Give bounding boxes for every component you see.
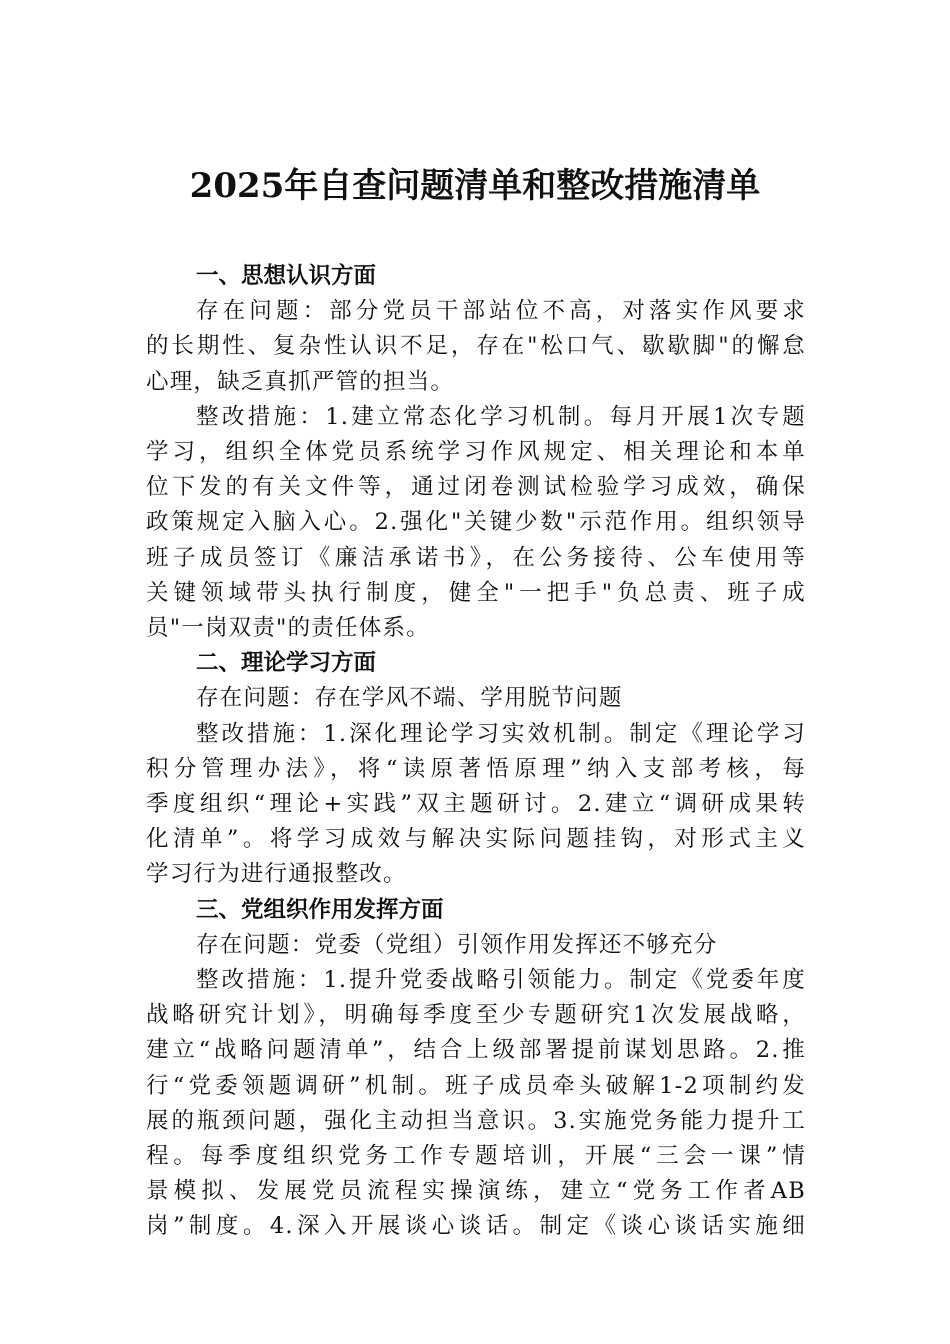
- paragraph-line: 整改措施：1.提升党委战略引领能力。制定《党委年度: [196, 967, 806, 994]
- paragraph-line: 化清单”。将学习成效与解决实际问题挂钩，对形式主义: [146, 826, 806, 853]
- section-3: [146, 893, 806, 1245]
- paragraph-line: 存在问题：部分党员干部站位不高，对落实作风要求: [196, 298, 806, 325]
- paragraph-line: 积分管理办法》，将“读原著悟原理”纳入支部考核，每: [146, 755, 806, 782]
- paragraph-line: 岗”制度。4.深入开展谈心谈话。制定《谈心谈话实施细: [146, 1213, 806, 1240]
- measure-paragraph: [146, 717, 806, 893]
- problem-paragraph: [146, 928, 806, 963]
- paragraph-line: 心理，缺乏真抓严管的担当。: [146, 368, 455, 395]
- paragraph-line: 位下发的有关文件等，通过闭卷测试检验学习成效，确保: [146, 474, 806, 501]
- problem-paragraph: [146, 294, 806, 400]
- paragraph-line: 展的瓶颈问题，强化主动担当意识。3.实施党务能力提升工: [146, 1107, 806, 1134]
- paragraph-line: 学习行为进行通报整改。: [146, 861, 407, 888]
- section-heading: 一、思想认识方面: [196, 263, 377, 289]
- measure-paragraph: [146, 400, 806, 646]
- document-title: 2025年自查问题清单和整改措施清单: [189, 166, 761, 206]
- paragraph-line: 班子成员签订《廉洁承诺书》，在公务接待、公车使用等: [146, 544, 806, 571]
- paragraph-line: 程。每季度组织党务工作专题培训，开展“三会一课”情: [146, 1143, 806, 1170]
- section-2: [146, 646, 806, 892]
- paragraph-line: 存在问题：存在学风不端、学用脱节问题: [196, 685, 623, 712]
- paragraph-line: 学习，组织全体党员系统学习作风规定、相关理论和本单: [146, 439, 806, 466]
- paragraph-line: 整改措施：1.深化理论学习实效机制。制定《理论学习: [196, 720, 806, 747]
- problem-paragraph: [146, 681, 806, 716]
- section-heading: 二、理论学习方面: [196, 650, 377, 677]
- document-body: [146, 259, 806, 1245]
- paragraph-line: 存在问题：党委（党组）引领作用发挥还不够充分: [196, 931, 718, 958]
- paragraph-line: 季度组织“理论+实践”双主题研讨。2.建立“调研成果转: [146, 791, 806, 818]
- paragraph-line: 行“党委领题调研”机制。班子成员牵头破解1-2项制约发: [146, 1072, 806, 1099]
- paragraph-line: 关键领域带头执行制度，健全"一把手"负总责、班子成: [146, 579, 806, 606]
- section-heading: 三、党组织作用发挥方面: [196, 896, 444, 923]
- paragraph-line: 的长期性、复杂性认识不足，存在"松口气、歇歇脚"的懈怠: [146, 333, 806, 360]
- paragraph-line: 景模拟、发展党员流程实操演练，建立“党务工作者AB: [146, 1178, 806, 1205]
- paragraph-line: 建立“战略问题清单”，结合上级部署提前谋划思路。2.推: [146, 1037, 806, 1064]
- paragraph-line: 整改措施：1.建立常态化学习机制。每月开展1次专题: [196, 403, 806, 430]
- paragraph-line: 政策规定入脑入心。2.强化"关键少数"示范作用。组织领导: [146, 509, 806, 536]
- paragraph-line: 员"一岗双责"的责任体系。: [146, 615, 430, 642]
- paragraph-line: 战略研究计划》，明确每季度至少专题研究1次发展战略，: [146, 1002, 806, 1029]
- measure-paragraph: [146, 963, 806, 1245]
- section-1: [146, 259, 806, 646]
